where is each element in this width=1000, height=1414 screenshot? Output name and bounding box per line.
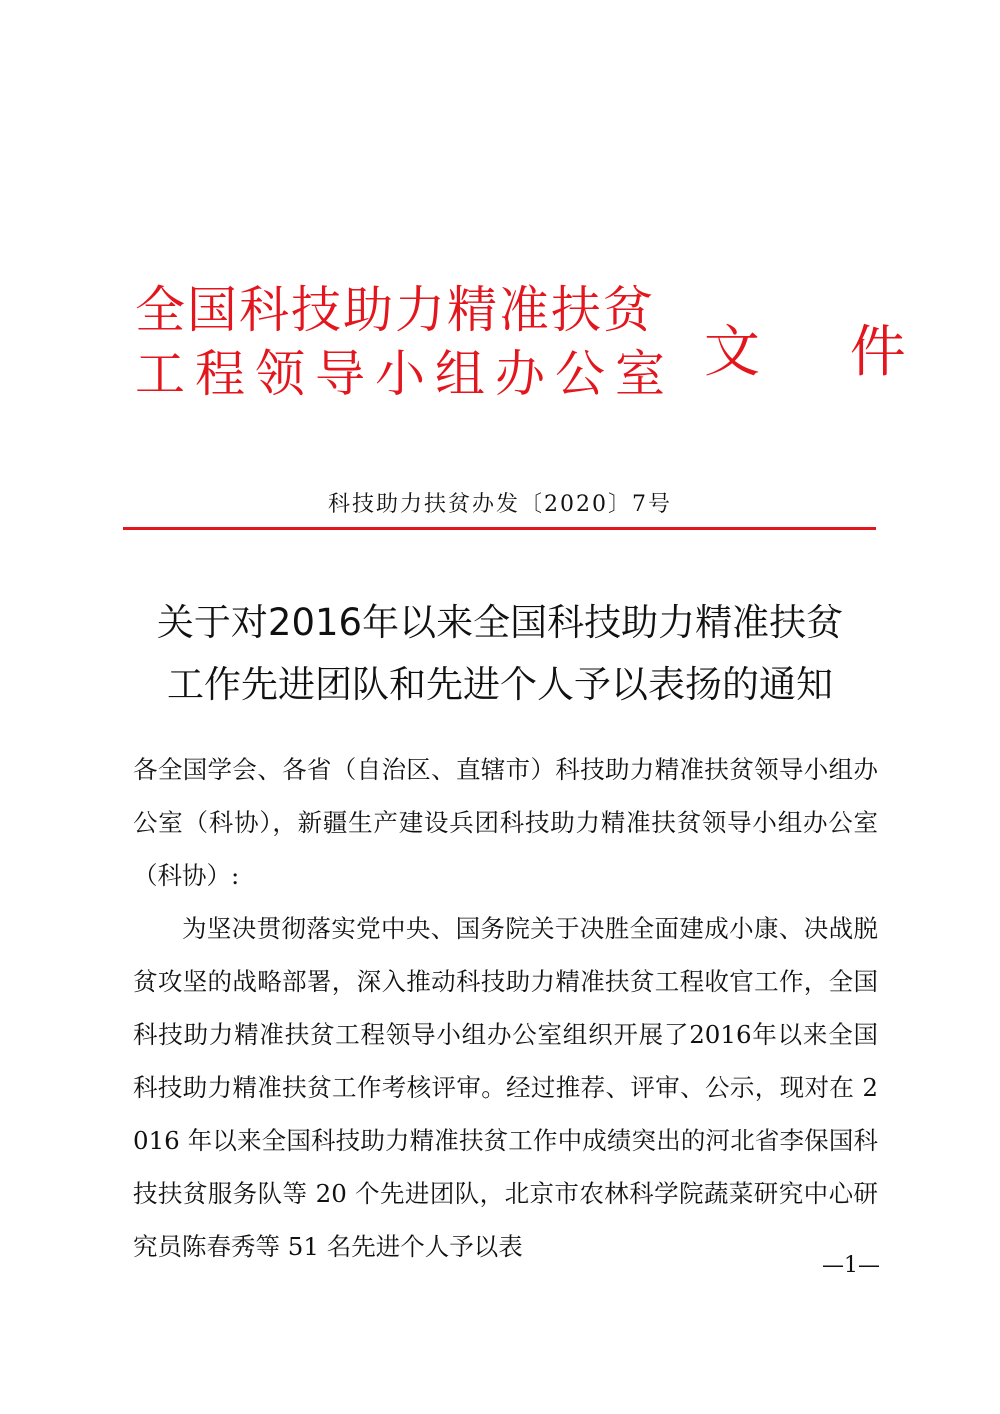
notice-title	[0, 592, 1000, 716]
document-number: 科技助力扶贫办发〔2020〕7号	[328, 492, 672, 517]
red-divider	[123, 527, 876, 530]
issuing-authority	[135, 278, 695, 406]
body-paragraph-1: 为坚决贯彻落实党中央、国务院关于决胜全面建成小康、决战脱贫攻坚的战略部署，深入推动科技助力精准扶贫工程收官工作，全国科技助力精准扶贫工程领导小组办公室组织开展了2016年以来全国科技助力精准扶贫工作考核评审。经过推荐、评审、公示，现对在 2016 年以来全国科技助力精准扶贫工作中成绩突出的河北省李保国科技扶贫服务队等 20 个先进团队，北京市农林科学院蔬菜研究中心研究员陈春秀等 51 名先进个人予以表	[133, 914, 878, 1261]
page-number: —1—	[822, 1253, 880, 1278]
title-line-1: 关于对2016年以来全国科技助力精准扶贫	[156, 601, 844, 644]
issuer-line-2: 工程领导小组办公室	[135, 345, 675, 403]
document-label: 文 件	[704, 320, 942, 385]
salutation: 各全国学会、各省（自治区、直辖市）科技助力精准扶贫领导小组办公室（科协），新疆生产建设兵团科技助力精准扶贫领导小组办公室（科协）:	[133, 755, 878, 890]
notice-body	[133, 743, 878, 1273]
issuer-line-1: 全国科技助力精准扶贫	[135, 281, 655, 339]
title-line-2: 工作先进团队和先进个人予以表扬的通知	[167, 663, 833, 706]
